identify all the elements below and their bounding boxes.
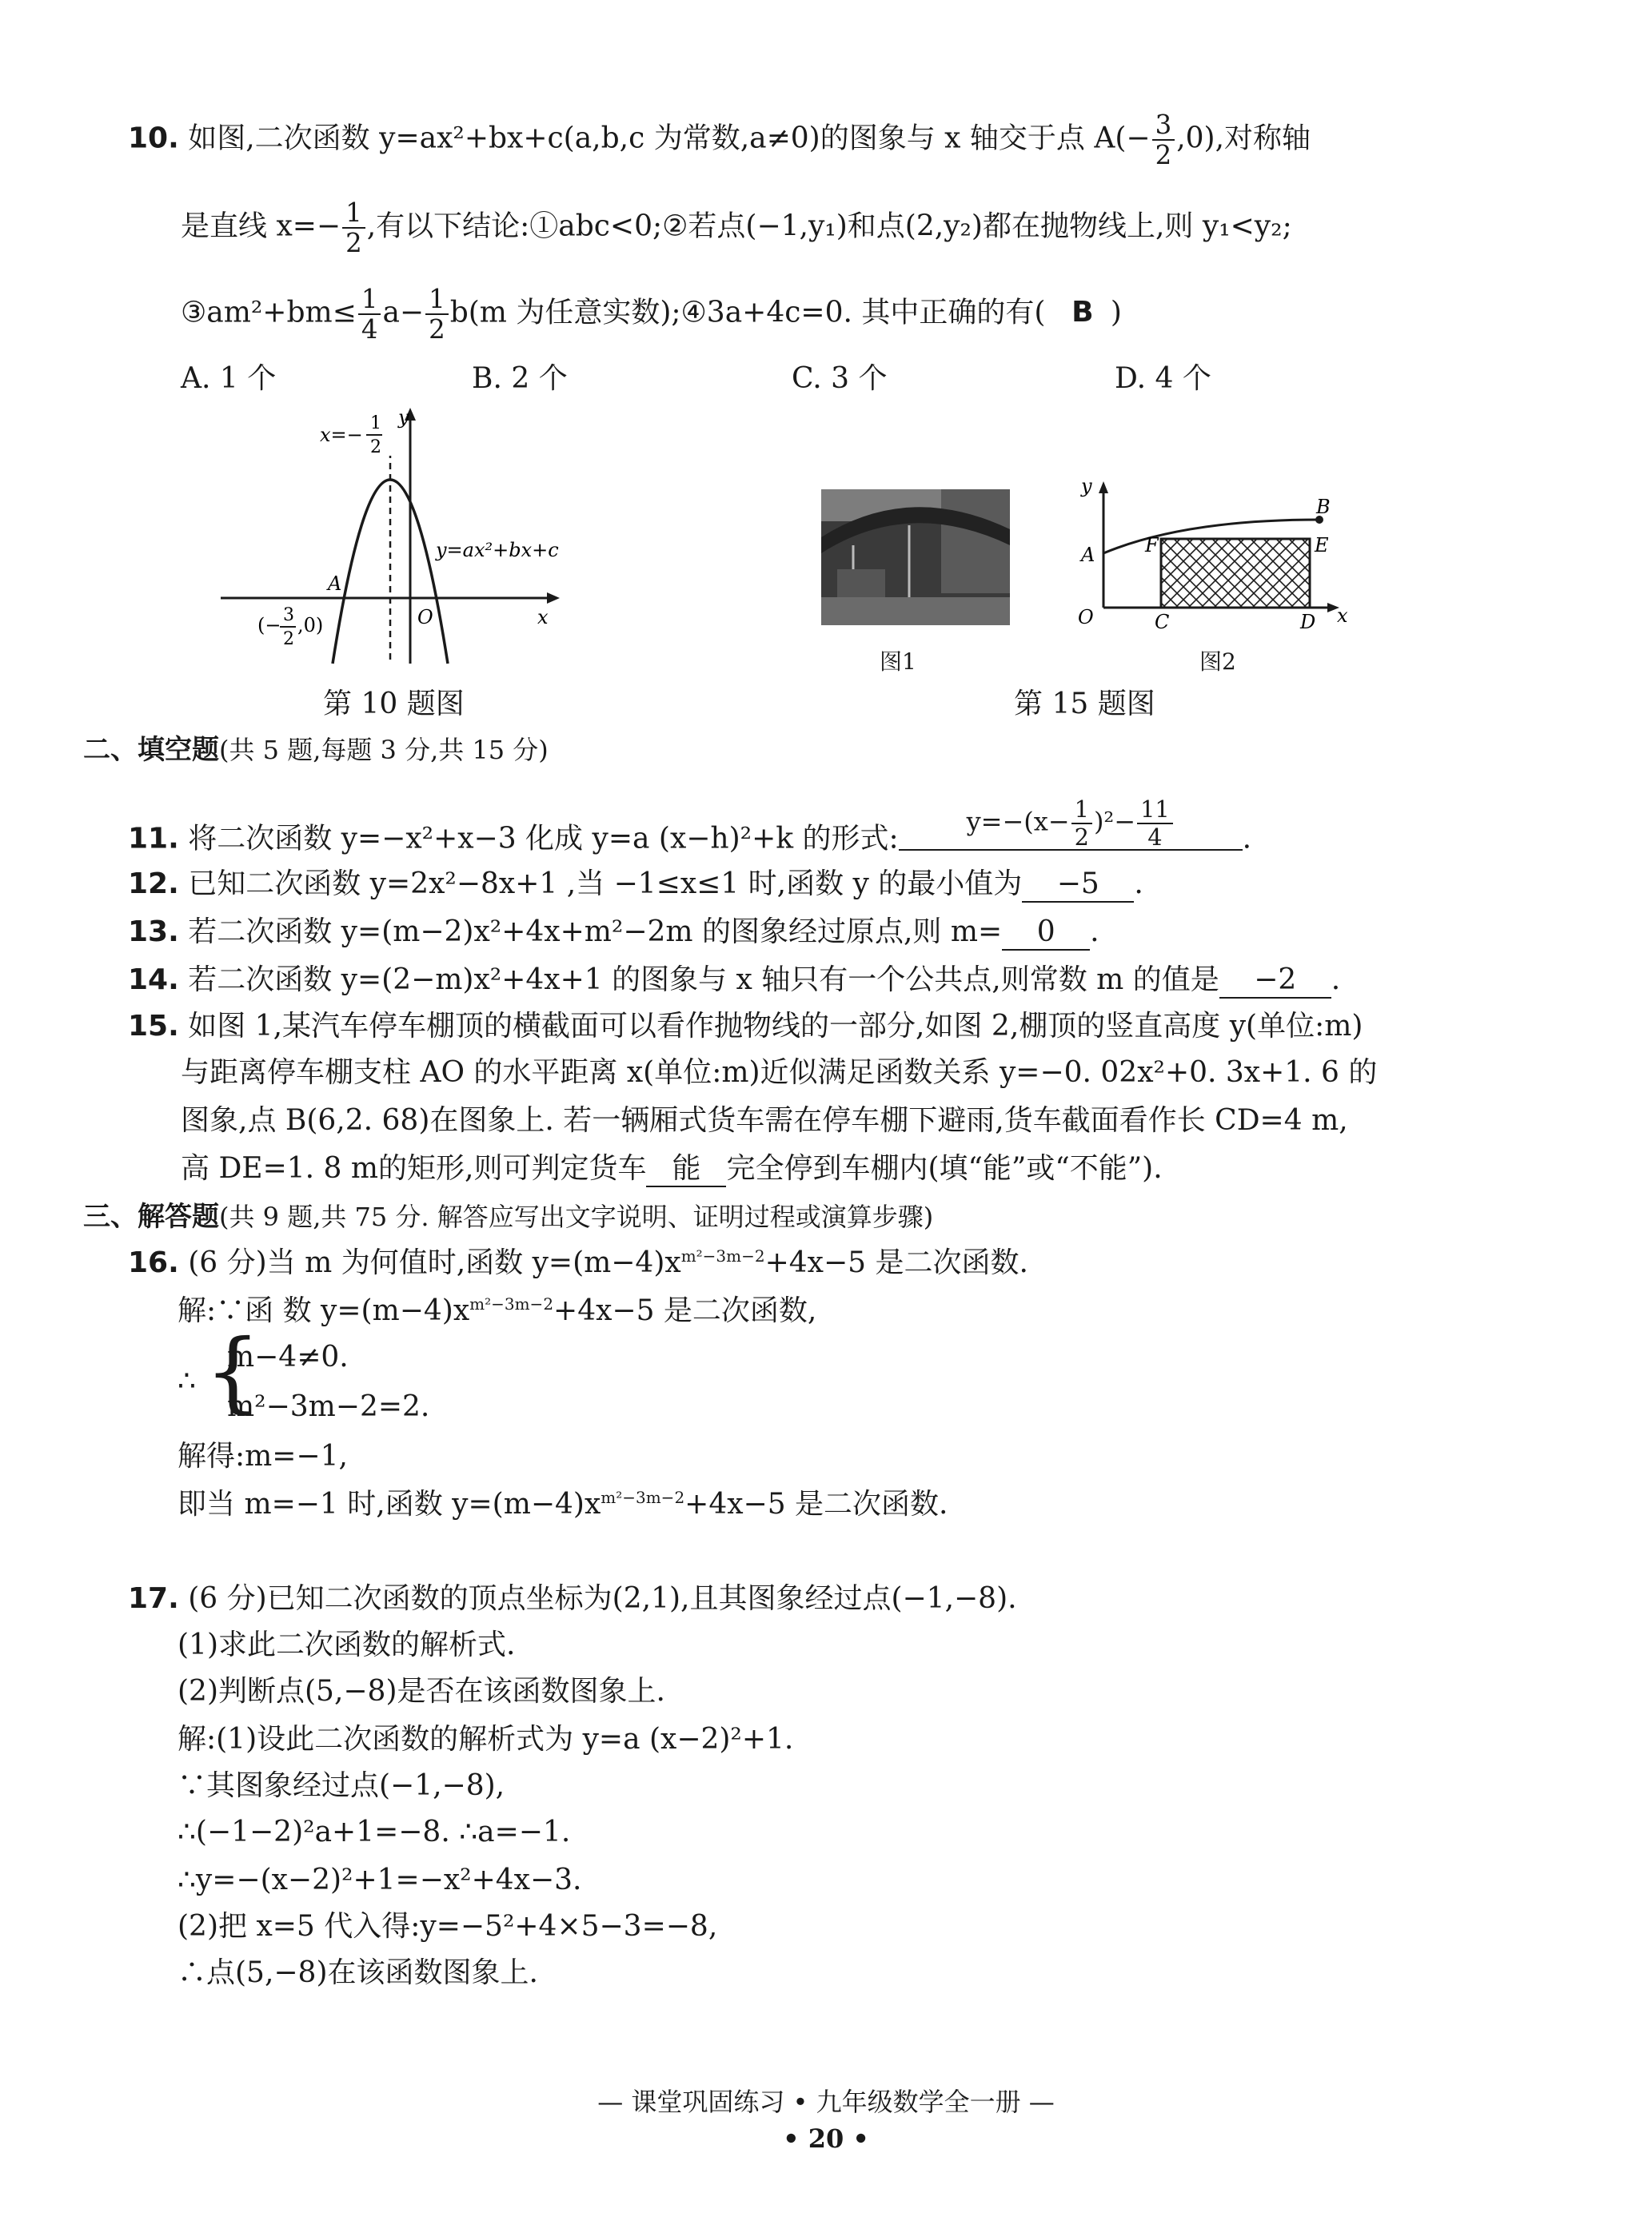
label-a: A [1081,544,1095,566]
q15-line3: 图象,点 B(6,2. 68)在图象上. 若一辆厢式货车需在停车棚下避雨,货车截面看作长 CD=4 m, [181,1104,1348,1137]
footer-title: — 课堂巩固练习 • 九年级数学全一册 — [597,2087,1055,2117]
q14-answer: −2 [1219,963,1331,999]
q10-option-a: A. 1 个 [181,362,277,395]
origin-label: O [417,606,433,628]
section-2-heading: 二、填空题(共 5 题,每题 3 分,共 15 分) [83,734,549,766]
fraction: $\frac{1}{2}$ [342,200,365,257]
label-d: D [1300,611,1316,633]
q17-question: 17. (6 分)已知二次函数的顶点坐标为(2,1),且其图象经过点(−1,−8). [128,1582,1017,1615]
y-axis-arrow-icon [1099,481,1108,493]
axis-label-pre: x=− [320,424,363,446]
q15-line1: 15. 如图 1,某汽车停车棚顶的横截面可以看作抛物线的一部分,如图 2,棚顶的竖直高度 y(单位:m) [128,1010,1363,1043]
q17-solution-2: ∵其图象经过点(−1,−8), [178,1769,505,1802]
figure-15-graph [1055,472,1359,640]
q11-line: 11. 将二次函数 y=−x²+x−3 化成 y=a (x−h)²+k 的形式:y=−(x− $\frac{1}{2}$ )²− $\frac{11}{4}$ . [128,795,1252,855]
q16-solution-1: 解:∵函 数 $y=(m-4)x^{m^2-3m-2}+4x-5$ 是二次函数, [178,1294,817,1327]
q10-answer: B [1071,296,1094,329]
q12-line: 12. 已知二次函数 y=2x²−8x+1 ,当 −1≤x≤1 时,函数 y 的最小值为 −5 . [128,867,1143,903]
a-coord-pre: (− [257,614,281,636]
q16-question: 16. (6 分)当 m 为何值时,函数 $y=(m-4)x^{m^2-3m-2}+4x-5$ 是二次函数. [128,1246,1028,1279]
axis-frac-den: 2 [370,437,381,457]
label-y: y [1081,475,1092,497]
x-label: x [537,606,549,628]
q17-solution-4: ∴y=−(x−2)²+1=−x²+4x−3. [178,1864,582,1896]
q10-line2: 是直线 x=− $\frac{1}{2}$ ,有以下结论:①abc<0;②若点(−1,y₁)和点(2,y₂)都在抛物线上,则 y₁<y₂; [181,197,1292,259]
q17-solution-6: ∴点(5,−8)在该函数图象上. [178,1956,538,1989]
figure-15-1-caption: 图1 [880,648,916,675]
q16-solution-4: 即当 m=−1 时,函数 $y=(m-4)x^{m^2-3m-2}+4x-5$ 是二次函数. [178,1488,948,1521]
q10-line3: ③am²+bm≤ $\frac{1}{4}$ a− $\frac{1}{2}$ b(m 为任意实数);④3a+4c=0. 其中正确的有( B ) [181,284,1122,345]
y-label: y [398,406,409,429]
a-coord-num: 3 [283,605,294,625]
label-f: F [1145,534,1159,556]
q12-answer: −5 [1022,867,1134,903]
system-brace: { [205,1320,261,1422]
curve-label: y=ax²+bx+c [436,539,559,561]
q17-part-2: (2)判断点(5,−8)是否在该函数图象上. [178,1675,665,1708]
q16-system-eq2: m²−3m−2=2. [227,1390,430,1423]
q13-line: 13. 若二次函数 y=(m−2)x²+4x+m²−2m 的图象经过原点,则 m= 0 . [128,915,1099,951]
figure-10-parabola [208,400,576,672]
x-axis-arrow-icon [547,592,560,604]
q15-line2: 与距离停车棚支柱 AO 的水平距离 x(单位:m)近似满足函数关系 y=−0. 02x²+0. 3x+1. 6 的 [181,1056,1378,1089]
point-a-label: A [328,572,342,595]
q17-solution-3: ∴(−1−2)²a+1=−8. ∴a=−1. [178,1816,571,1848]
q13-answer: 0 [1002,915,1090,951]
q15-line4: 高 DE=1. 8 m的矩形,则可判定货车 能 完全停到车棚内(填“能”或“不能”). [181,1151,1163,1187]
label-o: O [1078,606,1094,628]
label-x: x [1337,604,1348,627]
fraction: $\frac{1}{2}$ [425,286,449,343]
q11-answer: y=−(x− $\frac{1}{2}$ )²− $\frac{11}{4}$ [899,798,1243,851]
figure-15-photo [821,489,1010,625]
a-coord-post: ,0) [297,614,324,636]
q16-solution-3: 解得:m=−1, [178,1440,348,1473]
q10-option-d: D. 4 个 [1115,362,1211,395]
label-b: B [1316,496,1331,518]
q17-part-1: (1)求此二次函数的解析式. [178,1629,516,1661]
truck-rectangle [1161,539,1310,608]
q17-solution-1: 解:(1)设此二次函数的解析式为 y=a (x−2)²+1. [178,1723,794,1756]
a-coord-den: 2 [283,629,294,649]
q10-line1: 10. 如图,二次函数 y=ax²+bx+c(a,b,c 为常数,a≠0)的图象与 x 轴交于点 A(− $\frac{3}{2}$ ,0),对称轴 [128,110,1311,171]
section-3-heading: 三、解答题(共 9 题,共 75 分. 解答应写出文字说明、证明过程或演算步骤) [83,1201,934,1233]
q16-system-eq1: m−4≠0. [227,1341,349,1374]
label-c: C [1155,611,1170,633]
figure-15-caption: 第 15 题图 [1014,688,1155,720]
axis-frac-num: 1 [370,413,381,433]
figure-10-caption: 第 10 题图 [323,688,465,720]
q10-number: 10. [128,122,179,155]
q14-line: 14. 若二次函数 y=(2−m)x²+4x+1 的图象与 x 轴只有一个公共点,则常数 m 的值是 −2 . [128,963,1340,999]
fraction: $\frac{3}{2}$ [1152,112,1175,169]
page-number: • 20 • [783,2123,869,2154]
q17-solution-5: (2)把 x=5 代入得:y=−5²+4×5−3=−8, [178,1910,718,1943]
fraction: $\frac{1}{4}$ [358,286,381,343]
q10-option-c: C. 3 个 [792,362,888,395]
figure-15-2-caption: 图2 [1199,648,1236,675]
q16-therefore: ∴ [178,1365,196,1398]
q15-answer: 能 [646,1151,726,1187]
label-e: E [1315,534,1329,556]
q10-option-b: B. 2 个 [472,362,568,395]
